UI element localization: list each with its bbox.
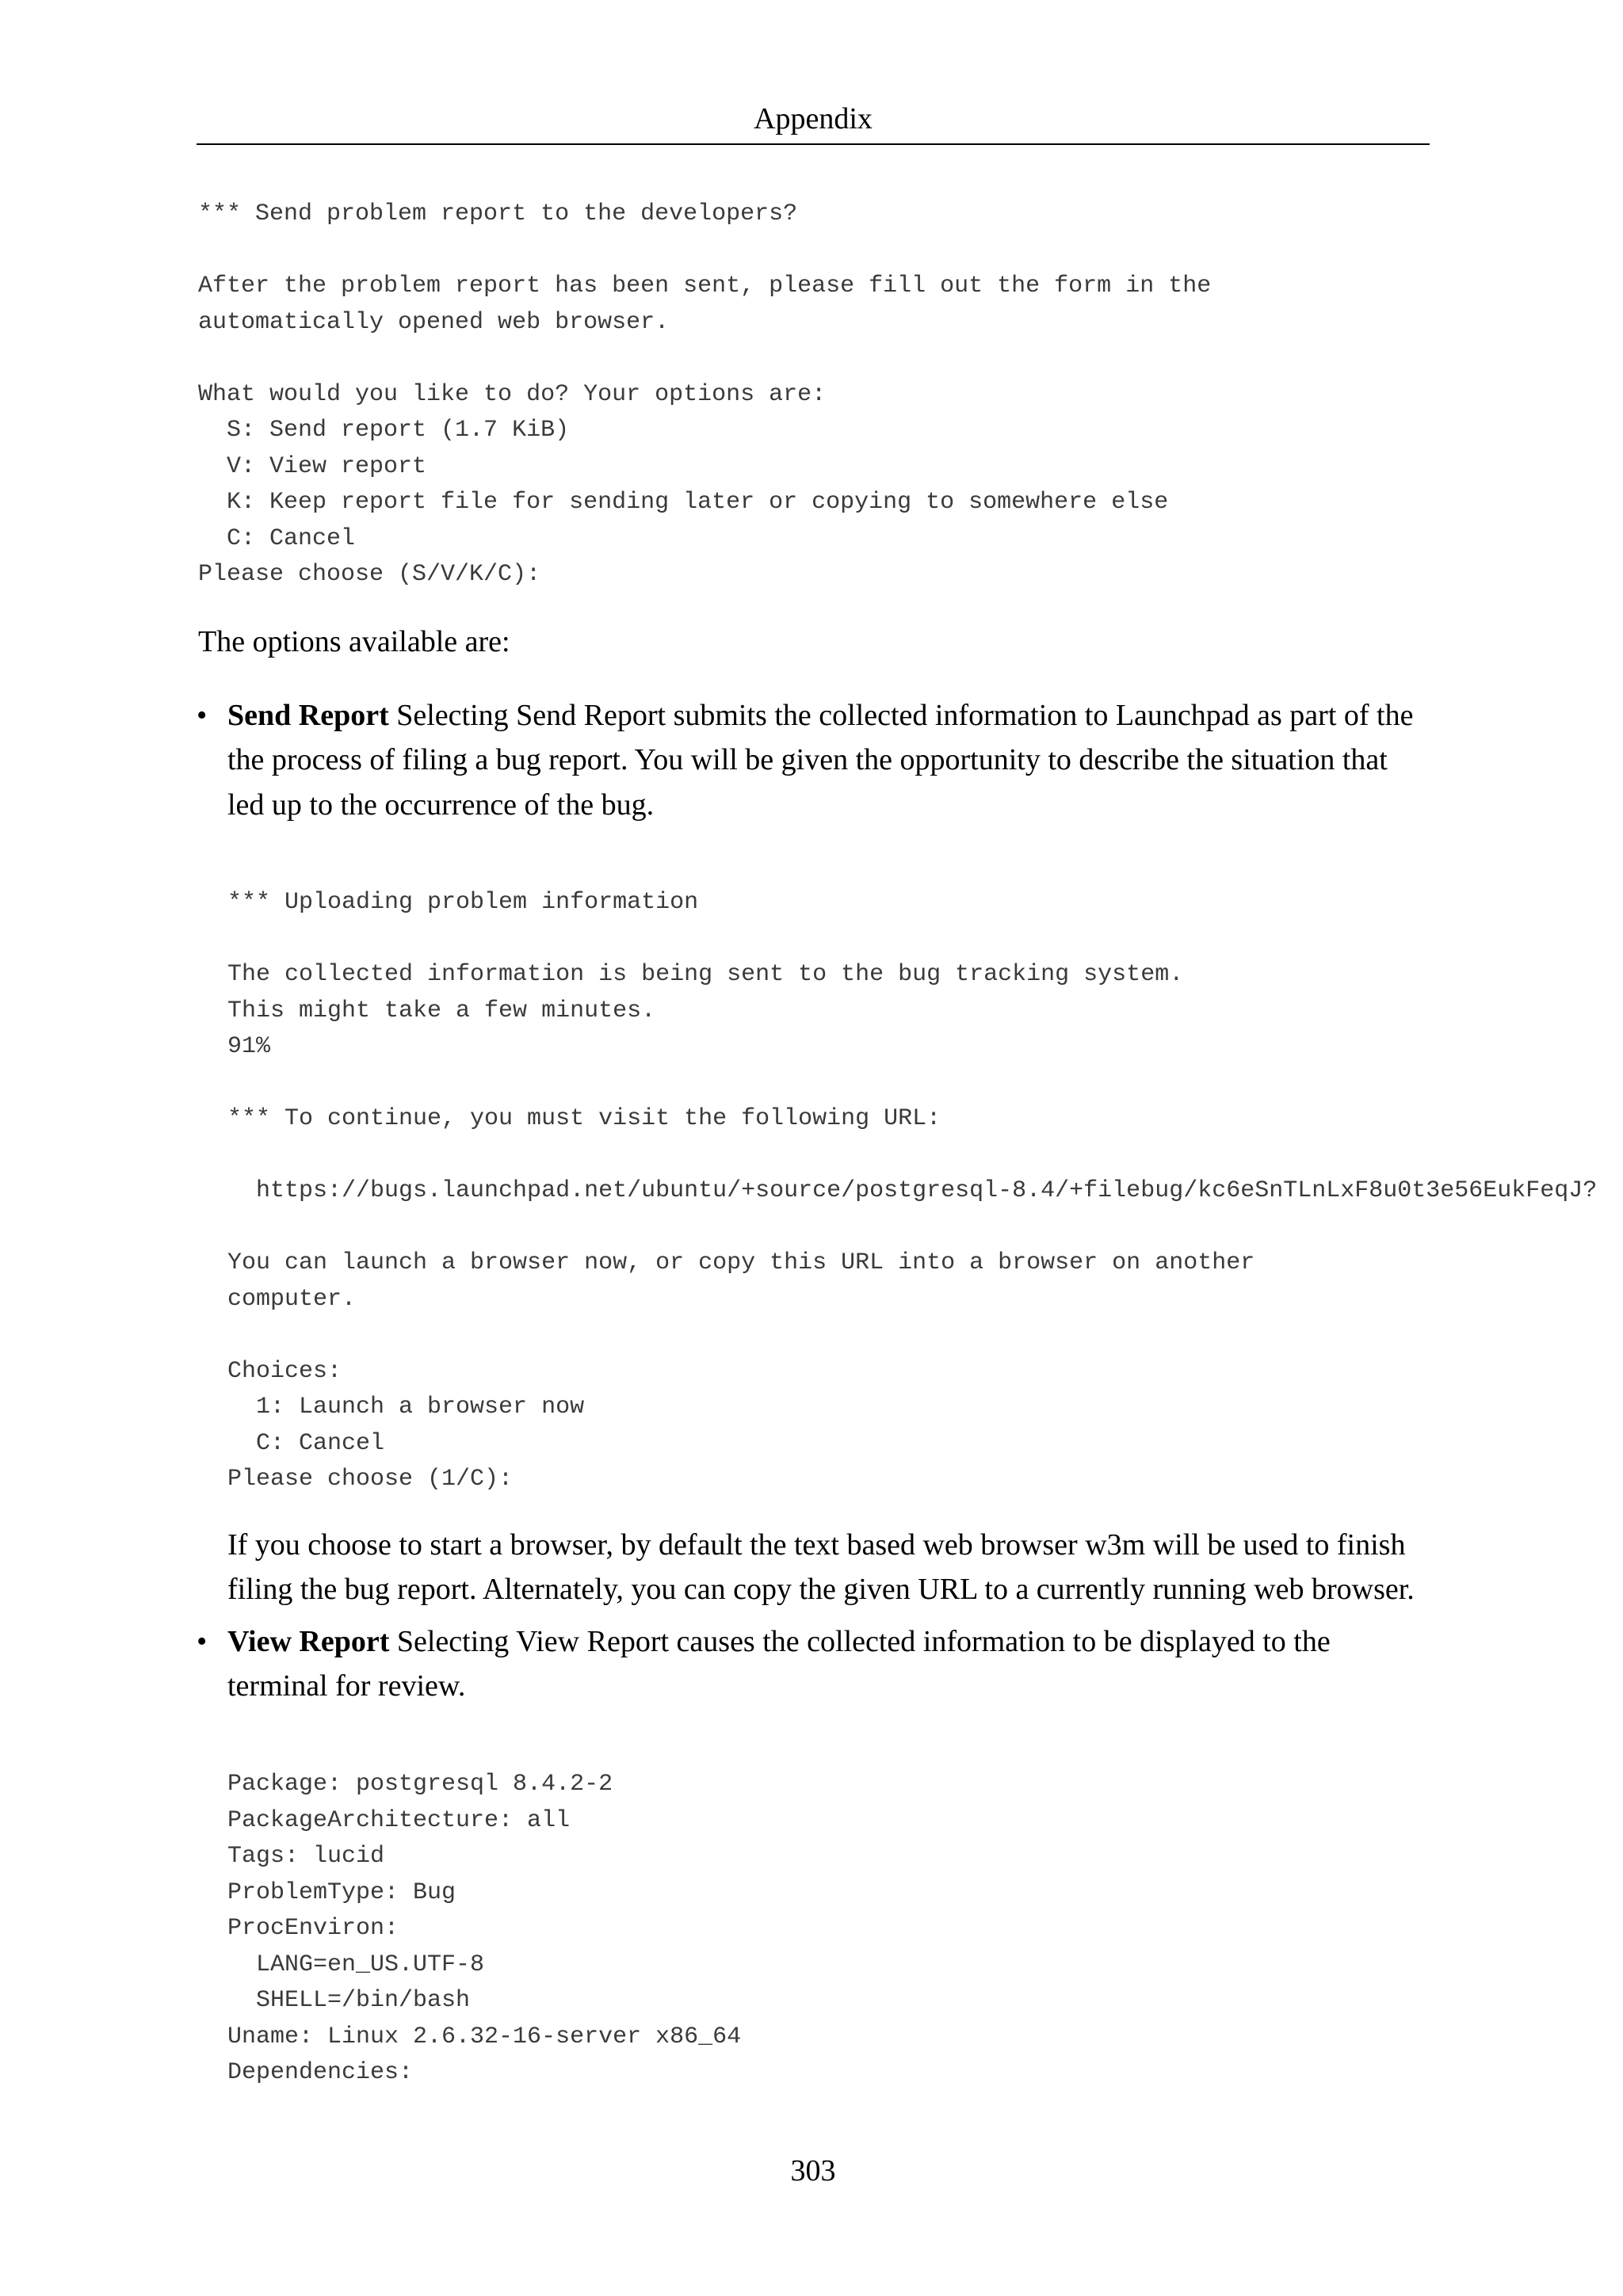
report-terminal-block <box>227 1767 741 2092</box>
terminal-line: automatically opened web browser. <box>198 308 670 336</box>
terminal-line: Tags: lucid <box>227 1843 385 1870</box>
terminal-line: Please choose (1/C): <box>227 1466 514 1493</box>
view-report-term: View Report <box>227 1625 390 1658</box>
terminal-line: C: Cancel <box>198 524 356 552</box>
terminal-line: ProblemType: Bug <box>227 1878 456 1906</box>
upload-terminal-block <box>227 885 1597 1498</box>
terminal-line: ProcEnviron: <box>227 1915 399 1942</box>
terminal-line: This might take a few minutes. <box>227 997 656 1024</box>
terminal-line <box>198 233 1211 269</box>
send-report-line-3: led up to the occurrence of the bug. <box>227 788 655 822</box>
terminal-line: *** To continue, you must visit the following URL: <box>227 1105 941 1132</box>
bullet-send-report: • <box>197 699 208 732</box>
terminal-line <box>227 1138 1597 1174</box>
terminal-line: Uname: Linux 2.6.32-16-server x86_64 <box>227 2023 742 2050</box>
terminal-line: 1: Launch a browser now <box>227 1394 585 1421</box>
terminal-line <box>227 1318 1597 1354</box>
terminal-line: After the problem report has been sent, please fill out the form in the <box>198 273 1212 299</box>
view-report-text: Selecting View Report causes the collected information to be displayed to the <box>389 1625 1331 1658</box>
terminal-line: Package: postgresql 8.4.2-2 <box>227 1771 613 1798</box>
terminal-line: Please choose (S/V/K/C): <box>198 561 541 588</box>
terminal-line: V: View report <box>198 452 427 480</box>
send-report-line-2: the process of filing a bug report. You will be given the opportunity to describe the situation that <box>227 743 1388 776</box>
send-report-line-1 <box>227 693 1413 738</box>
page-number: 303 <box>790 2154 836 2187</box>
send-report-text: Selecting Send Report submits the collected information to Launchpad as part of the <box>388 699 1414 732</box>
browser-note-line-1: If you choose to start a browser, by default the text based web browser w3m will be used to finish <box>227 1528 1406 1562</box>
view-report-line-2: terminal for review. <box>227 1669 466 1703</box>
terminal-line: You can launch a browser now, or copy this URL into a browser on another <box>227 1249 1255 1276</box>
terminal-line: 91% <box>227 1033 271 1060</box>
terminal-line: *** Uploading problem information <box>227 889 699 916</box>
terminal-prompt-block <box>198 196 1211 593</box>
terminal-line <box>227 1066 1597 1102</box>
header-rule <box>197 143 1430 145</box>
browser-note-line-2: filing the bug report. Alternately, you can copy the given URL to a currently running web browser. <box>227 1573 1415 1606</box>
view-report-line-1 <box>227 1619 1331 1665</box>
terminal-line: S: Send report (1.7 KiB) <box>198 417 570 444</box>
terminal-line: *** Send problem report to the developers? <box>198 200 798 227</box>
terminal-url-line: https://bugs.launchpad.net/ubuntu/+source/postgresql-8.4/+filebug/kc6eSnTLnLxF8u0t3e56EukFeqJ? <box>227 1177 1598 1204</box>
terminal-line <box>227 1210 1597 1246</box>
terminal-line: computer. <box>227 1285 357 1313</box>
terminal-line: C: Cancel <box>227 1429 385 1457</box>
running-header: Appendix <box>754 102 873 135</box>
terminal-line <box>227 921 1597 958</box>
terminal-line: What would you like to do? Your options are: <box>198 380 827 408</box>
bullet-view-report: • <box>197 1625 208 1658</box>
options-intro: The options available are: <box>198 625 510 658</box>
terminal-line: SHELL=/bin/bash <box>227 1987 471 2014</box>
send-report-term: Send Report <box>227 699 389 732</box>
terminal-line: LANG=en_US.UTF-8 <box>227 1951 485 1978</box>
terminal-line: Choices: <box>227 1357 342 1385</box>
terminal-line: Dependencies: <box>227 2059 414 2086</box>
terminal-line: PackageArchitecture: all <box>227 1806 571 1834</box>
terminal-line: The collected information is being sent to the bug tracking system. <box>227 961 1184 988</box>
terminal-line: K: Keep report file for sending later or copying to somewhere else <box>198 489 1169 516</box>
terminal-line <box>198 341 1211 377</box>
